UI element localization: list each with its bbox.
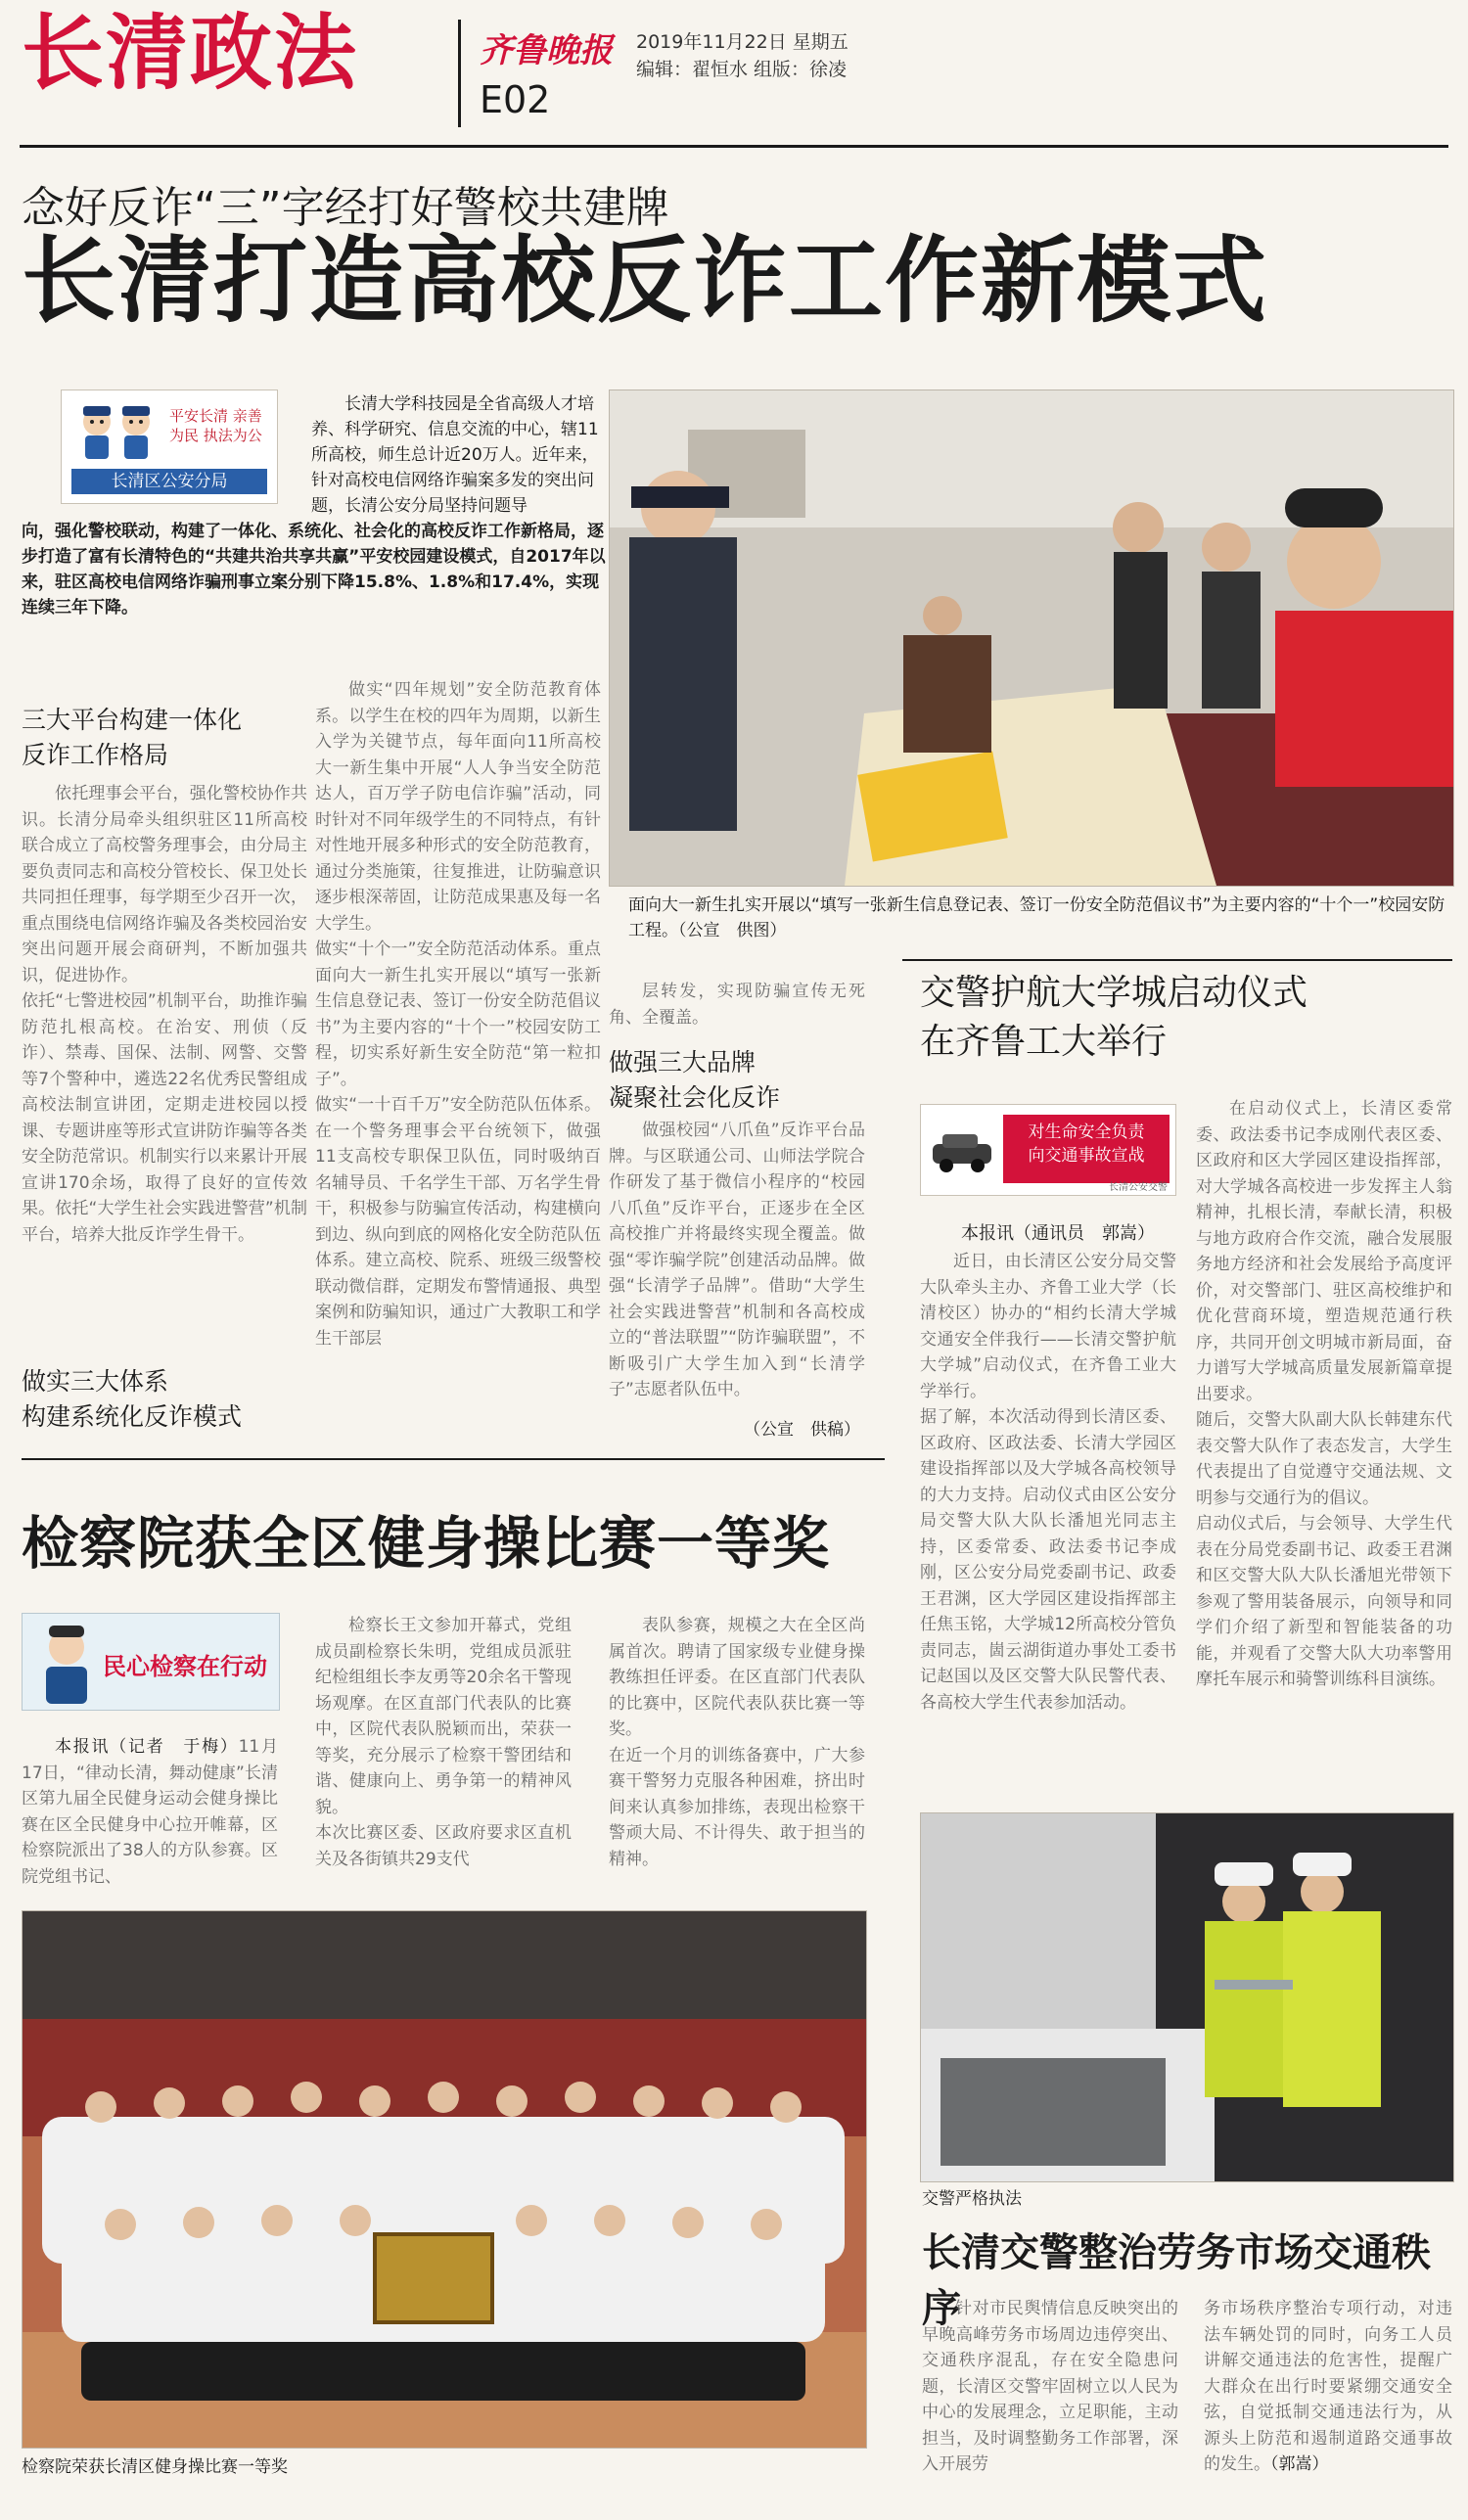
enforcement-photo-caption: 交警严格执法: [922, 2189, 1022, 2209]
lead-intro-top: 长清大学科技园是全省高级人才培养、科学研究、信息交流的中心，辖11所高校，师生总计近20万人。近年来，针对高校电信网络诈骗案多发的突出问题，长清公安分局坚持问题导: [311, 394, 599, 516]
labor-credit: （郭嵩）: [1270, 2454, 1329, 2474]
lead-photo: [609, 389, 1454, 887]
lead-col3-top-text: 层转发，实现防骗宣传无死角、全覆盖。: [609, 982, 865, 1028]
lead-subhead-systems: 做实三大体系 构建系统化反诈模式: [22, 1367, 243, 1431]
lead-col3-text: 做强校园“八爪鱼”反诈平台品牌。与区联通公司、山师法学院合作研发了基于微信小程序的“校园八爪鱼”反诈平台，正逐步在全区高校推广并将最终实现全覆盖。做强“零诈骗学院”创建活动品牌。做强“长清学子品牌”。借助“大学生社会实践进警营”机制和各高校成立的“普法联盟”“防诈骗联盟”，不断吸引广大学生加入到“长清学子”志愿者队伍中。: [609, 1121, 865, 1399]
labor-column-b: [1204, 2296, 1452, 2478]
masthead-divider: [458, 20, 461, 127]
banner-tag: 长清公安交警: [1109, 1182, 1168, 1193]
lead-subhead-brands: 做强三大品牌 凝聚社会化反诈: [609, 1048, 781, 1112]
banner-line-1: 对生命安全负责: [1028, 1123, 1145, 1142]
enforcement-photo: [920, 1812, 1454, 2182]
masthead-rule: [20, 145, 1448, 148]
escort-column-a: [920, 1249, 1176, 1716]
lead-kicker: 念好反诈“三”字经打好警校共建牌: [22, 183, 669, 233]
labor-col-b-para: [1204, 2296, 1452, 2478]
procuratorate-col-a-para: [22, 1734, 278, 1890]
banner-slogan: [1003, 1115, 1170, 1183]
lead-column-2: [315, 677, 601, 1352]
lead-column-3: [609, 1118, 865, 1403]
traffic-safety-banner: [920, 1104, 1176, 1196]
team-photo: [22, 1910, 867, 2449]
labor-col-b-text: 务市场秩序整治专项行动，对违法车辆处罚的同时，向务工人员讲解交通违法的危害性，提醒广大群众在出行时要紧绷交通安全弦，自觉抵制交通违法行为，从源头上防范和遏制道路交通事故的发生。: [1204, 2299, 1452, 2474]
page-number: E02: [480, 78, 551, 121]
prosecutor-mascot-icon: [32, 1620, 101, 1706]
badge-slogan: 平安长清 亲善为民 执法为公: [169, 407, 262, 445]
editors-line: 编辑：翟恒水 组版：徐凌: [636, 59, 848, 80]
escort-col-b-text: 在启动仪式上，长清区委常委、政法委书记李成刚代表区委、区政府和区大学园区建设指挥部，对大学城各高校进一步发挥主人翁精神，扎根长清，奉献长清，积极与地方政府合作交流，融合发展服务地方经济和社会发展给予高度评价，对交警部门、驻区高校维护和优化营商环境，塑造规范通行秩序，共同开创文明城市新局面，奋力谱写大学城高质量发展新篇章提出要求。 随后，交警大队副大队长韩建东代表交警大队作了表态发言，大学生代表提出了自觉遵守交通法规、文明参与交通行为的倡议。 启动仪式后，与会领导、大学生代表在分局党委副书记、政委王君渊和区交警大队大队长潘旭光带领下参观了警用装备展示，向领导和同学们介绍了新型和智能装备的功能，并观看了交警大队大功率警用摩托车展示和骑警训练科目演练。: [1196, 1099, 1452, 1689]
police-badge: [61, 389, 278, 504]
lead-headline: 长清打造高校反诈工作新模式: [22, 226, 1268, 336]
lead-subhead-platforms: 三大平台构建一体化 反诈工作格局: [22, 706, 243, 769]
escort-top-rule: [902, 959, 1452, 961]
police-mascots-icon: [75, 400, 159, 461]
banner-text: 民心检察在行动: [103, 1653, 267, 1680]
team-photo-caption: 检察院荣获长清区健身操比赛一等奖: [22, 2457, 288, 2477]
procuratorate-column-b: [315, 1613, 572, 1872]
escort-column-b: [1196, 1096, 1452, 1693]
lead-col2-text: 做实“四年规划”安全防范教育体系。以学生在校的四年为周期，以新生入学为关键节点，每年面向11所高校大一新生集中开展“人人争当安全防范达人，百万学子防电信诈骗”活动，同时针对不同年级学生的不同特点，有针对性地开展多种形式的安全防范教育，通过分类施策，往复推进，让防骗意识逐步根深蒂固，让防范成果惠及每一名大学生。 做实“十个一”安全防范活动体系。重点面向大一新生扎实开展以“填写一张新生信息登记表、签订一份安全防范倡议书”为主要内容的“十个一”校园安防工程，切实系好新生安全防范“第一粒扣子”。 做实“一十百千万”安全防范队伍体系。在一个警务理事会平台统领下，做强11支高校专职保卫队伍，同时吸纳百名辅导员、千名学生干部、万名学生骨干，积极参与防骗宣传活动，构建横向到边、纵向到底的网格化安全防范队伍体系。建立高校、院系、班级三级警校联动微信群，定期发布警情通报、典型案例和防骗知识，通过广大教职工和学生干部层: [315, 680, 601, 1349]
procuratorate-col-a-text: 11月17日，“律动长清，舞动健康”长清区第九届全民健身运动会健身操比赛在区全民健身中心拉开帷幕，区检察院派出了38人的方队参赛。区院党组书记、: [22, 1737, 279, 1887]
section-title: 长清政法: [22, 5, 359, 101]
procuratorate-col-b-text: 检察长王文参加开幕式，党组成员副检察长朱明，党组成员派驻纪检组组长李友勇等20余名干警现场观摩。在区直部门代表队的比赛中，区院代表队脱颖而出，荣获一等奖，充分展示了检察干警团结和谐、健康向上、勇争第一的精神风貌。 本次比赛区委、区政府要求区直机关及各街镇共29支代: [315, 1616, 572, 1869]
banner-line-2: 向交通事故宣战: [1028, 1146, 1145, 1166]
labor-headline: 长清交警整治劳务市场交通秩序: [922, 2230, 1431, 2331]
lead-intro-bottom: 向，强化警校联动，构建了一体化、系统化、社会化的高校反诈工作新格局，逐步打造了富有长清特色的“共建共治共享共赢”平安校园建设模式，自2017年以来，驻区高校电信网络诈骗刑事立案分别下降15.8%、1.8%和17.4%，实现连续三年下降。: [22, 522, 606, 618]
issue-date: 2019年11月22日 星期五: [636, 31, 849, 53]
escort-headline: 交警护航大学城启动仪式 在齐鲁工大举行: [920, 973, 1308, 1062]
lead-column-3-top: [609, 979, 865, 1031]
procuratorate-col-c-text: 表队参赛，规模之大在全区尚属首次。聘请了国家级专业健身操教练担任评委。在区直部门代表队的比赛中，区院代表队获比赛一等奖。 在近一个月的训练备赛中，广大参赛干警努力克服各种困难，挤出时间来认真参加排练，表现出检察干警顽大局、不计得失、敢于担当的精神。: [609, 1616, 865, 1869]
escort-byline: 本报讯（通讯员 郭嵩）: [961, 1223, 1155, 1244]
labor-column-a: [922, 2296, 1178, 2478]
labor-col-a-text: 针对市民舆情信息反映突出的早晚高峰劳务市场周边违停突出、交通秩序混乱，存在安全隐患问题，长清区交警牢固树立以人民为中心的发展理念，立足职能，主动担当，及时调整勤务工作部署，深入开展劳: [922, 2299, 1178, 2474]
procuratorate-column-c: [609, 1613, 865, 1872]
lead-credit: （公宣 供稿）: [744, 1420, 860, 1440]
procuratorate-banner: [22, 1613, 280, 1711]
badge-unit: 长清区公安分局: [71, 469, 267, 494]
procuratorate-top-rule: [22, 1458, 885, 1460]
lead-photo-caption: 面向大一新生扎实开展以“填写一张新生信息登记表、签订一份安全防范倡议书”为主要内容的“十个一”校园安防工程。（公宣 供图）: [628, 895, 1445, 940]
lead-column-1: [22, 781, 307, 1248]
paper-name-logo: 齐鲁晚报: [480, 31, 613, 70]
procuratorate-column-a: [22, 1734, 278, 1890]
escort-col-a-text: 近日，由长清区公安分局交警大队牵头主办、齐鲁工业大学（长清校区）协办的“相约长清大学城 交通安全伴我行——长清交警护航大学城”启动仪式，在齐鲁工业大学举行。 据了解，本次活动得到长清区委、区政府、区政法委、长清大学园区建设指挥部以及大学城各高校领导的大力支持。启动仪式由区公安分局交警大队大队长潘旭光同志主持，区委常委、政法委书记李成刚，区公安分局党委副书记、政委王君渊，区大学园区建设指挥部主任焦玉铭，大学城12所高校分管负责同志，崮云湖街道办事处工委书记赵国以及区交警大队民警代表、各高校大学生代表参加活动。: [920, 1252, 1176, 1713]
procuratorate-byline: 本报讯（记者 于梅）: [55, 1737, 239, 1757]
lead-col1-text: 依托理事会平台，强化警校协作共识。长清分局牵头组织驻区11所高校联合成立了高校警务理事会，由分局主要负责同志和高校分管校长、保卫处长共同担任理事，每学期至少召开一次，重点围绕电信网络诈骗及各类校园治安突出问题开展会商研判，不断加强共识，促进协作。 依托“七警进校园”机制平台，助推诈骗防范扎根高校。在治安、刑侦（反诈）、禁毒、国保、法制、网警、交警等7个警种中，遴选22名优秀民警组成高校法制宣讲团，定期走进校园以授课、专题讲座等形式宣讲防诈骗等各类安全防范常识。机制实行以来累计开展宣讲170余场，取得了良好的宣传效果。依托“大学生社会实践进警营”机制平台，培养大批反诈学生骨干。: [22, 784, 307, 1245]
car-icon: [929, 1126, 997, 1175]
procuratorate-headline: 检察院获全区健身操比赛一等奖: [22, 1510, 831, 1577]
